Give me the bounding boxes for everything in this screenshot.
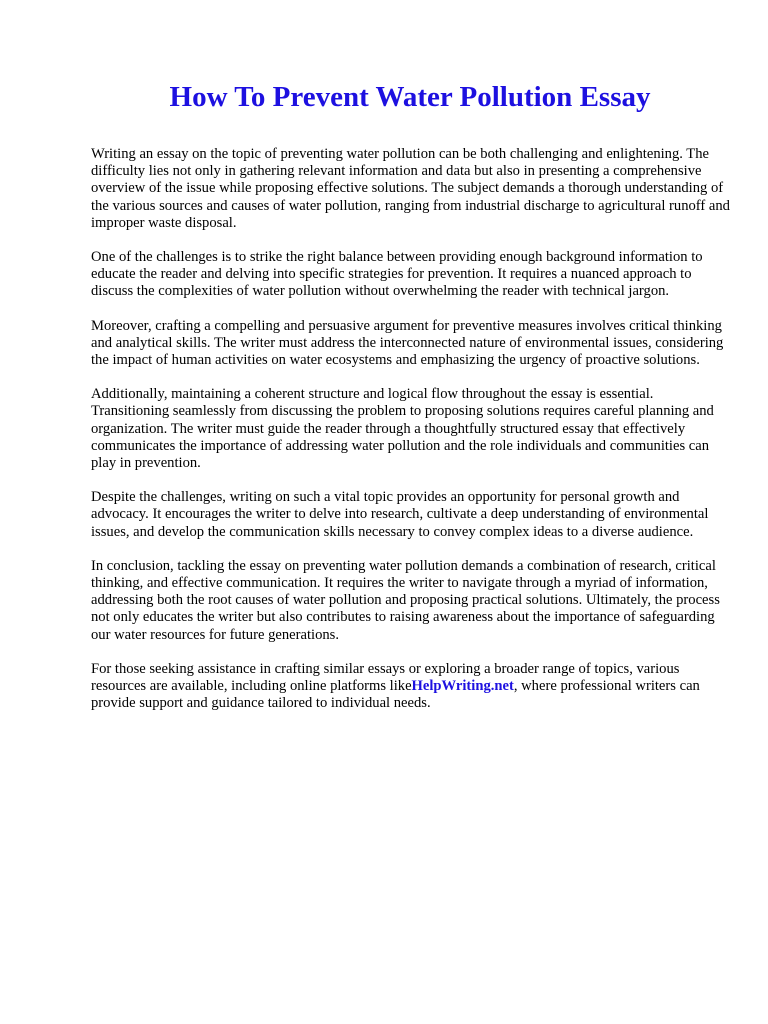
paragraph-1: Writing an essay on the topic of preventing water pollution can be both challenging and enlightening. The difficulty lies not only in gathering relevant information and data but also in presenting a comprehensive overview of the issue while proposing effective solutions. The subject demands a thorough understanding of the various sources and causes of water pollution, ranging from industrial discharge to agricultural runoff and improper waste disposal. <box>91 146 730 231</box>
paragraph-4: Additionally, maintaining a coherent structure and logical flow throughout the essay is essential. Transitioning seamlessly from discussing the problem to proposing solutions requires careful planning and organization. The writer must guide the reader through a thoughtfully structured essay that effectively communicates the importance of addressing water pollution and the role individuals and communities can play in prevention. <box>91 386 714 472</box>
paragraph-6: In conclusion, tackling the essay on preventing water pollution demands a combination of research, critical thinking, and effective communication. It requires the writer to navigate through a myriad of information, addressing both the root causes of water pollution and proposing practical solutions. Ultimately, the process not only educates the writer but also contributes to raising awareness about the importance of safeguarding our water resources for future generations. <box>91 557 720 643</box>
paragraph-7-after-link: , where professional writers can provide support and guidance tailored to individual needs. <box>91 678 700 712</box>
paragraph-7 <box>91 661 731 713</box>
paragraph-2: One of the challenges is to strike the right balance between providing enough background information to educate the reader and delving into specific strategies for prevention. It requires a nuanced approach to discuss the complexities of water pollution without overwhelming the reader with technical jargon. <box>91 249 703 300</box>
page-title: How To Prevent Water Pollution Essay <box>169 81 651 113</box>
paragraph-5: Despite the challenges, writing on such a vital topic provides an opportunity for personal growth and advocacy. It encourages the writer to delve into research, cultivate a deep understanding of environmental issues, and develop the communication skills necessary to convey complex ideas to a diverse audience. <box>91 489 709 540</box>
essay-body <box>91 146 731 729</box>
paragraph-7-before-link: For those seeking assistance in crafting similar essays or exploring a broader range of topics, various resources are available, including online platforms like <box>91 660 680 695</box>
paragraph-3: Moreover, crafting a compelling and persuasive argument for preventive measures involves critical thinking and analytical skills. The writer must address the interconnected nature of environmental issues, considering the impact of human activities on water ecosystems and emphasizing the urgency of proactive solutions. <box>91 317 724 369</box>
helpwriting-link[interactable]: HelpWriting.net <box>411 678 514 695</box>
